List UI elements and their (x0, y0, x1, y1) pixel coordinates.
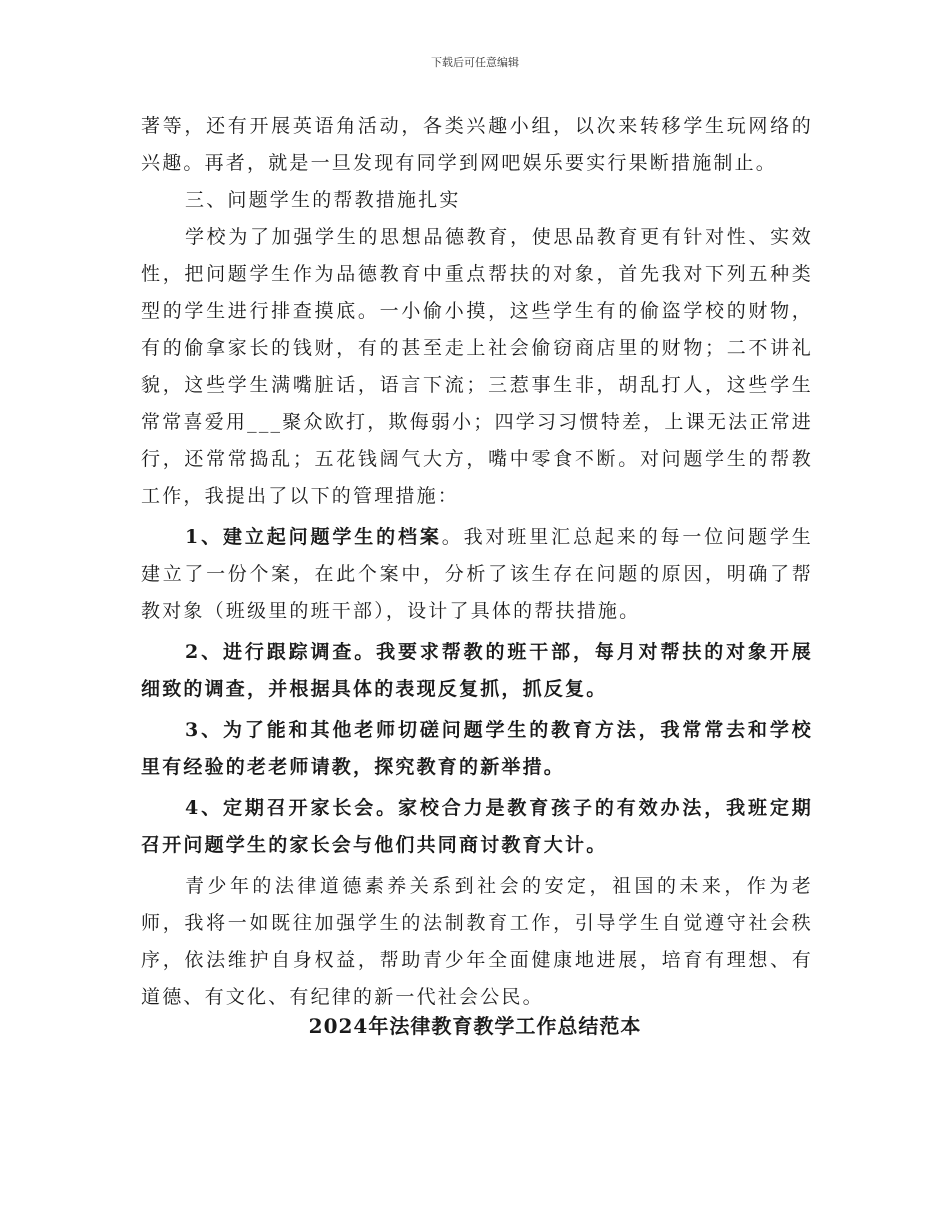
paragraph-conclusion: 青少年的法律道德素养关系到社会的安定，祖国的未来，作为老师，我将一如既往加强学生的法制教育工作，引导学生自觉遵守社会秩序，依法维护自身权益，帮助青少年全面健康地进展，培育有理想、有道德、有文化、有纪律的新一代社会公民。 (141, 875, 813, 1008)
list-item-4: 4、定期召开家长会。家校合力是教育孩子的有效办法，我班定期召开问题学生的家长会与他们共同商讨教育大计。 (141, 797, 813, 856)
paragraph-continuation: 著等，还有开展英语角活动，各类兴趣小组，以次来转移学生玩网络的兴趣。再者，就是一旦发现有同学到网吧娱乐要实行果断措施制止。 (141, 115, 813, 174)
list-item-1-lead: 1、建立起问题学生的档案 (185, 526, 442, 548)
paragraph-problem-students: 学校为了加强学生的思想品德教育，使思品教育更有针对性、实效性，把问题学生作为品德教育中重点帮扶的对象，首先我对下列五种类型的学生进行排查摸底。一小偷小摸，这些学生有的偷盗学校的财物，有的偷拿家长的钱财，有的甚至走上社会偷窃商店里的财物；二不讲礼貌，这些学生满嘴脏话，语言下流；三惹事生非，胡乱打人，这些学生常常喜爱用___聚众欧打，欺侮弱小；四学习习惯特差，上课无法正常进行，还常常捣乱；五花钱阔气大方，嘴中零食不断。对问题学生的帮教工作，我提出了以下的管理措施： (141, 226, 813, 507)
page-header-note: 下载后可任意编辑 (431, 56, 519, 69)
section-heading: 三、问题学生的帮教措施扎实 (185, 189, 461, 211)
list-item-1-text: 。我对班里汇总起来的每一位问题学生建立了一份个案，在此个案中，分析了该生存在问题的原因，明确了帮教对象（班级里的班干部），设计了具体的帮扶措施。 (141, 526, 814, 622)
list-item-1 (141, 519, 813, 630)
list-item-2: 2、进行跟踪调查。我要求帮教的班干部，每月对帮扶的对象开展细致的调查，并根据具体的表现反复抓，抓反复。 (141, 641, 813, 700)
document-title: 2024年法律教育教学工作总结范本 (308, 1014, 642, 1038)
list-item-3: 3、为了能和其他老师切磋问题学生的教育方法，我常常去和学校里有经验的老老师请教，探究教育的新举措。 (141, 719, 813, 778)
document-body (141, 108, 813, 1016)
